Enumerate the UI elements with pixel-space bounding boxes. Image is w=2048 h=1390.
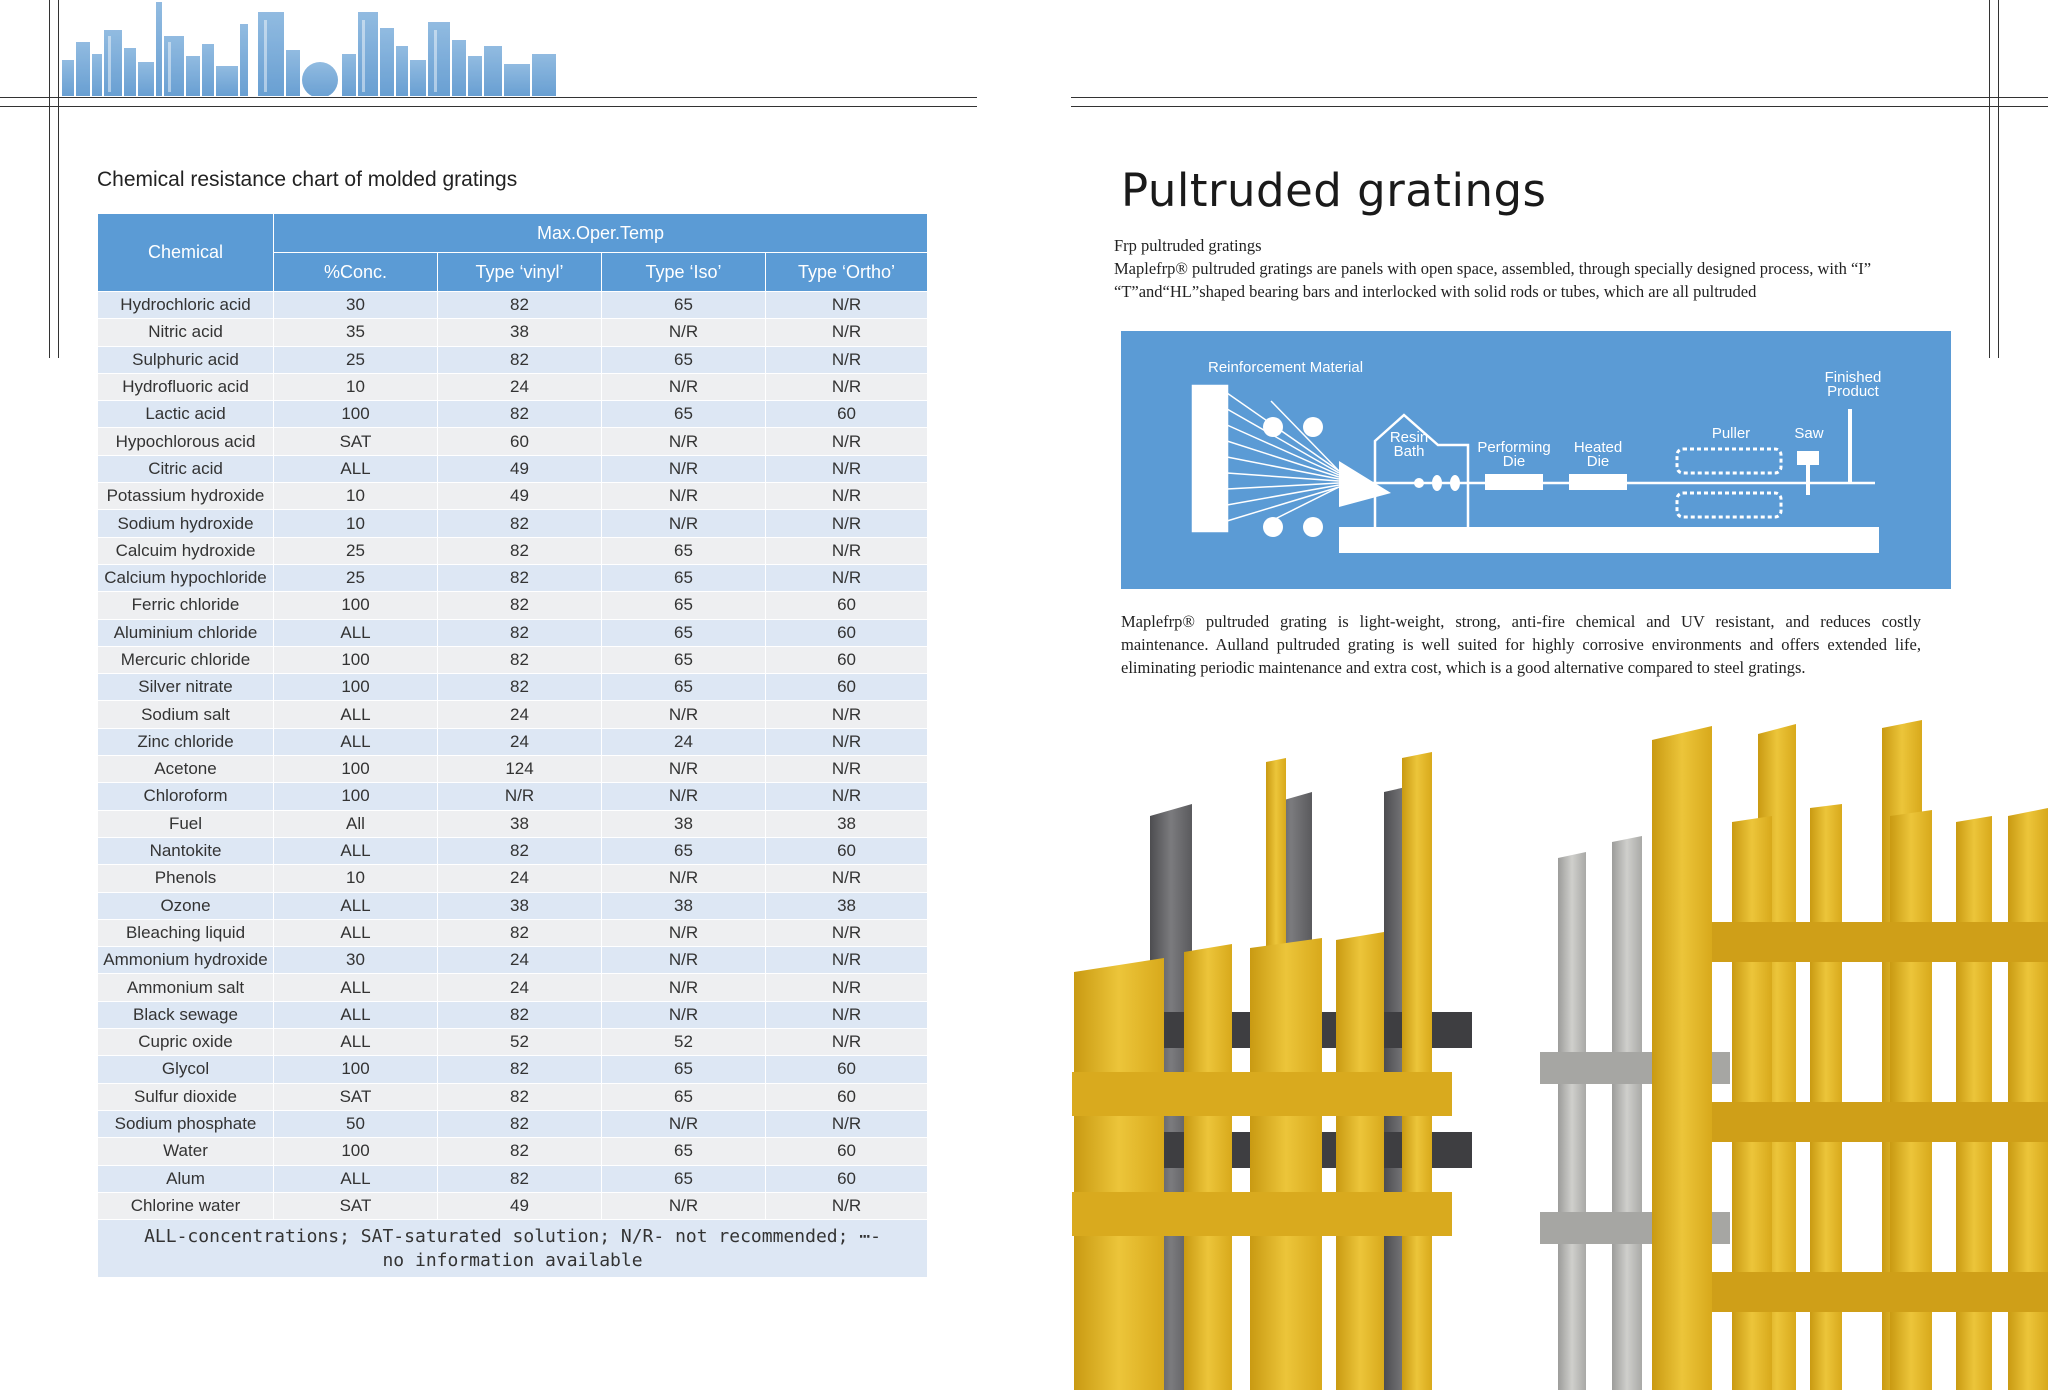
table-cell: N/R bbox=[602, 455, 766, 482]
table-cell: N/R bbox=[766, 537, 928, 564]
table-cell: N/R bbox=[602, 756, 766, 783]
table-cell: N/R bbox=[766, 373, 928, 400]
table-cell: N/R bbox=[766, 346, 928, 373]
table-row bbox=[98, 1110, 928, 1137]
table-cell: 82 bbox=[438, 646, 602, 673]
table-cell: N/R bbox=[602, 319, 766, 346]
chemical-name-cell: Mercuric chloride bbox=[98, 646, 274, 673]
frame-line bbox=[49, 0, 50, 358]
chemical-name-cell: Nitric acid bbox=[98, 319, 274, 346]
table-cell: 60 bbox=[766, 1056, 928, 1083]
table-cell: 65 bbox=[602, 346, 766, 373]
chemical-name-cell: Calcuim hydroxide bbox=[98, 537, 274, 564]
table-row bbox=[98, 564, 928, 591]
table-cell: 82 bbox=[438, 1056, 602, 1083]
table-row bbox=[98, 1083, 928, 1110]
column-header: Type ‘Iso’ bbox=[602, 253, 766, 292]
table-cell: 10 bbox=[274, 865, 438, 892]
table-row bbox=[98, 537, 928, 564]
table-row bbox=[98, 346, 928, 373]
frame-line bbox=[1071, 97, 2048, 98]
table-cell: 24 bbox=[438, 865, 602, 892]
table-cell: N/R bbox=[766, 510, 928, 537]
table-row bbox=[98, 783, 928, 810]
table-row bbox=[98, 319, 928, 346]
table-cell: 24 bbox=[438, 947, 602, 974]
table-cell: N/R bbox=[602, 373, 766, 400]
table-cell: 50 bbox=[274, 1110, 438, 1137]
table-cell: N/R bbox=[602, 1192, 766, 1219]
chemical-name-cell: Lactic acid bbox=[98, 401, 274, 428]
table-row bbox=[98, 1192, 928, 1219]
table-cell: SAT bbox=[274, 1192, 438, 1219]
table-row bbox=[98, 1029, 928, 1056]
chemical-name-cell: Ferric chloride bbox=[98, 592, 274, 619]
chemical-name-cell: Phenols bbox=[98, 865, 274, 892]
table-cell: 65 bbox=[602, 592, 766, 619]
table-row bbox=[98, 947, 928, 974]
table-cell: N/R bbox=[602, 510, 766, 537]
page-heading: Pultruded gratings bbox=[1121, 164, 1547, 217]
frame-line bbox=[1998, 0, 1999, 358]
table-cell: ALL bbox=[274, 728, 438, 755]
table-cell: N/R bbox=[766, 783, 928, 810]
table-cell: 65 bbox=[602, 401, 766, 428]
table-cell: 65 bbox=[602, 1165, 766, 1192]
chemical-name-cell: Cupric oxide bbox=[98, 1029, 274, 1056]
chemical-name-cell: Sodium hydroxide bbox=[98, 510, 274, 537]
table-cell: 38 bbox=[766, 892, 928, 919]
table-cell: 30 bbox=[274, 947, 438, 974]
table-cell: 100 bbox=[274, 674, 438, 701]
chemical-name-cell: Glycol bbox=[98, 1056, 274, 1083]
table-cell: 65 bbox=[602, 1056, 766, 1083]
table-cell: 60 bbox=[766, 619, 928, 646]
table-cell: All bbox=[274, 810, 438, 837]
chemical-name-cell: Alum bbox=[98, 1165, 274, 1192]
table-cell: 100 bbox=[274, 1056, 438, 1083]
table-cell: 49 bbox=[438, 455, 602, 482]
pultrusion-process-diagram bbox=[1121, 331, 1951, 589]
chemical-name-cell: Chloroform bbox=[98, 783, 274, 810]
column-group-header: Max.Oper.Temp bbox=[274, 214, 928, 253]
table-cell: N/R bbox=[602, 783, 766, 810]
table-cell: 82 bbox=[438, 1138, 602, 1165]
table-cell: N/R bbox=[766, 483, 928, 510]
table-cell: 65 bbox=[602, 564, 766, 591]
table-cell: ALL bbox=[274, 837, 438, 864]
table-cell: N/R bbox=[602, 947, 766, 974]
table-cell: 65 bbox=[602, 537, 766, 564]
table-cell: 82 bbox=[438, 564, 602, 591]
table-cell: 25 bbox=[274, 564, 438, 591]
chemical-name-cell: Citric acid bbox=[98, 455, 274, 482]
table-cell: N/R bbox=[766, 455, 928, 482]
chemical-name-cell: Acetone bbox=[98, 756, 274, 783]
frame-line bbox=[0, 97, 977, 98]
table-row bbox=[98, 837, 928, 864]
table-cell: 60 bbox=[766, 837, 928, 864]
chemical-resistance-table bbox=[97, 213, 928, 1278]
table-cell: N/R bbox=[602, 1110, 766, 1137]
table-row bbox=[98, 1001, 928, 1028]
intro-text-line: Maplefrp® pultruded gratings are panels with open space, assembled, through specially designed process, with “I” bbox=[1114, 259, 1872, 278]
chemical-name-cell: Zinc chloride bbox=[98, 728, 274, 755]
table-row bbox=[98, 1165, 928, 1192]
table-cell: 65 bbox=[602, 1138, 766, 1165]
diagram-label-performing-die: Performing Die bbox=[1477, 439, 1551, 470]
table-cell: 82 bbox=[438, 837, 602, 864]
table-row bbox=[98, 401, 928, 428]
table-row bbox=[98, 1138, 928, 1165]
table-cell: N/R bbox=[602, 974, 766, 1001]
table-cell: SAT bbox=[274, 1083, 438, 1110]
table-row bbox=[98, 919, 928, 946]
table-cell: 100 bbox=[274, 592, 438, 619]
table-row bbox=[98, 892, 928, 919]
table-cell: 60 bbox=[766, 674, 928, 701]
table-row bbox=[98, 592, 928, 619]
table-row bbox=[98, 674, 928, 701]
chemical-name-cell: Fuel bbox=[98, 810, 274, 837]
table-cell: N/R bbox=[602, 865, 766, 892]
table-cell: 65 bbox=[602, 674, 766, 701]
frame-line bbox=[1071, 106, 2048, 107]
table-row bbox=[98, 1056, 928, 1083]
chemical-name-cell: Hypochlorous acid bbox=[98, 428, 274, 455]
chemical-name-cell: Potassium hydroxide bbox=[98, 483, 274, 510]
table-cell: 82 bbox=[438, 1165, 602, 1192]
diagram-label-resin-bath: Resin Bath bbox=[1389, 429, 1429, 460]
column-header: %Conc. bbox=[274, 253, 438, 292]
table-row bbox=[98, 373, 928, 400]
table-cell: 38 bbox=[602, 810, 766, 837]
table-row bbox=[98, 455, 928, 482]
table-cell: 65 bbox=[602, 1083, 766, 1110]
table-cell: 124 bbox=[438, 756, 602, 783]
city-skyline-illustration bbox=[58, 0, 560, 96]
chemical-name-cell: Ammonium salt bbox=[98, 974, 274, 1001]
chemical-name-cell: Silver nitrate bbox=[98, 674, 274, 701]
table-body bbox=[98, 292, 928, 1220]
table-cell: N/R bbox=[766, 1001, 928, 1028]
table-cell: 82 bbox=[438, 919, 602, 946]
table-row bbox=[98, 619, 928, 646]
table-cell: 82 bbox=[438, 674, 602, 701]
table-cell: ALL bbox=[274, 974, 438, 1001]
table-cell: 100 bbox=[274, 756, 438, 783]
table-cell: 10 bbox=[274, 483, 438, 510]
chemical-name-cell: Ammonium hydroxide bbox=[98, 947, 274, 974]
chemical-name-cell: Sodium phosphate bbox=[98, 1110, 274, 1137]
table-cell: ALL bbox=[274, 1001, 438, 1028]
table-row bbox=[98, 428, 928, 455]
table-cell: 38 bbox=[438, 892, 602, 919]
table-cell: 82 bbox=[438, 592, 602, 619]
table-cell: 38 bbox=[438, 319, 602, 346]
diagram-label-finished-product: Finished Product bbox=[1824, 369, 1882, 400]
table-cell: 60 bbox=[766, 1138, 928, 1165]
frame-line bbox=[1989, 0, 1990, 358]
table-row bbox=[98, 728, 928, 755]
table-cell: 60 bbox=[766, 646, 928, 673]
table-cell: 60 bbox=[766, 1083, 928, 1110]
table-cell: 65 bbox=[602, 837, 766, 864]
table-cell: 24 bbox=[438, 373, 602, 400]
table-cell: N/R bbox=[766, 947, 928, 974]
table-footnote: ALL-concentrations; SAT-saturated solution; N/R- not recommended; ⋯-no information available bbox=[98, 1220, 928, 1278]
chemical-name-cell: Sodium salt bbox=[98, 701, 274, 728]
table-cell: 10 bbox=[274, 510, 438, 537]
chemical-name-cell: Chlorine water bbox=[98, 1192, 274, 1219]
table-cell: 52 bbox=[602, 1029, 766, 1056]
table-cell: N/R bbox=[438, 783, 602, 810]
table-row bbox=[98, 646, 928, 673]
table-cell: 100 bbox=[274, 1138, 438, 1165]
table-cell: N/R bbox=[766, 292, 928, 319]
chemical-name-cell: Aluminium chloride bbox=[98, 619, 274, 646]
table-cell: N/R bbox=[766, 701, 928, 728]
table-cell: N/R bbox=[766, 974, 928, 1001]
intro-title: Frp pultruded gratings bbox=[1114, 236, 1262, 255]
table-cell: 25 bbox=[274, 537, 438, 564]
table-row bbox=[98, 510, 928, 537]
table-cell: 82 bbox=[438, 1001, 602, 1028]
table-row bbox=[98, 292, 928, 319]
table-cell: 49 bbox=[438, 483, 602, 510]
table-cell: SAT bbox=[274, 428, 438, 455]
table-cell: ALL bbox=[274, 701, 438, 728]
chemical-name-cell: Calcium hypochloride bbox=[98, 564, 274, 591]
table-cell: 60 bbox=[766, 592, 928, 619]
table-cell: 82 bbox=[438, 619, 602, 646]
table-row bbox=[98, 865, 928, 892]
table-cell: 30 bbox=[274, 292, 438, 319]
table-cell: N/R bbox=[766, 1192, 928, 1219]
table-cell: 35 bbox=[274, 319, 438, 346]
table-cell: N/R bbox=[602, 701, 766, 728]
diagram-label-saw: Saw bbox=[1794, 425, 1824, 442]
column-header-chemical: Chemical bbox=[98, 214, 274, 292]
table-cell: 10 bbox=[274, 373, 438, 400]
table-cell: 60 bbox=[766, 401, 928, 428]
chemical-name-cell: Sulphuric acid bbox=[98, 346, 274, 373]
chemical-name-cell: Hydrochloric acid bbox=[98, 292, 274, 319]
chemical-name-cell: Water bbox=[98, 1138, 274, 1165]
diagram-label-heated-die: Heated Die bbox=[1573, 439, 1623, 470]
intro-text-line: “T”and“HL”shaped bearing bars and interlocked with solid rods or tubes, which are all pultruded bbox=[1114, 282, 1757, 301]
table-cell: 24 bbox=[602, 728, 766, 755]
table-cell: 82 bbox=[438, 537, 602, 564]
table-cell: ALL bbox=[274, 892, 438, 919]
table-cell: 25 bbox=[274, 346, 438, 373]
table-cell: N/R bbox=[766, 564, 928, 591]
table-cell: ALL bbox=[274, 455, 438, 482]
table-row bbox=[98, 974, 928, 1001]
table-cell: ALL bbox=[274, 1165, 438, 1192]
table-cell: N/R bbox=[602, 919, 766, 946]
table-cell: 52 bbox=[438, 1029, 602, 1056]
table-cell: 38 bbox=[602, 892, 766, 919]
chemical-name-cell: Ozone bbox=[98, 892, 274, 919]
pultruded-grating-photo bbox=[1072, 712, 2048, 1390]
table-cell: 82 bbox=[438, 401, 602, 428]
table-cell: ALL bbox=[274, 619, 438, 646]
table-cell: 24 bbox=[438, 728, 602, 755]
table-row bbox=[98, 483, 928, 510]
column-header: Type ‘vinyl’ bbox=[438, 253, 602, 292]
table-cell: N/R bbox=[766, 1029, 928, 1056]
table-cell: N/R bbox=[766, 756, 928, 783]
table-cell: 65 bbox=[602, 619, 766, 646]
table-cell: 24 bbox=[438, 974, 602, 1001]
table-cell: 100 bbox=[274, 401, 438, 428]
table-cell: N/R bbox=[766, 865, 928, 892]
table-cell: 65 bbox=[602, 292, 766, 319]
table-cell: 38 bbox=[438, 810, 602, 837]
frame-line bbox=[0, 106, 977, 107]
table-cell: 82 bbox=[438, 1110, 602, 1137]
table-cell: N/R bbox=[602, 483, 766, 510]
table-cell: 65 bbox=[602, 646, 766, 673]
table-cell: ALL bbox=[274, 1029, 438, 1056]
table-cell: 49 bbox=[438, 1192, 602, 1219]
table-cell: N/R bbox=[766, 919, 928, 946]
diagram-label-puller: Puller bbox=[1711, 425, 1751, 442]
product-description: Maplefrp® pultruded grating is light-weight, strong, anti-fire chemical and UV resistant, and reduces costly maintenance. Aulland pultruded grating is well suited for highly corrosive environments and offers extended life, eliminating periodic maintenance and extra cost, which is a good alternative compared to steel gratings. bbox=[1121, 612, 1921, 677]
table-cell: 60 bbox=[438, 428, 602, 455]
column-header: Type ‘Ortho’ bbox=[766, 253, 928, 292]
table-cell: N/R bbox=[602, 428, 766, 455]
table-row bbox=[98, 810, 928, 837]
chemical-name-cell: Bleaching liquid bbox=[98, 919, 274, 946]
table-cell: N/R bbox=[766, 319, 928, 346]
intro-block bbox=[1114, 234, 1964, 303]
diagram-label-reinforcement: Reinforcement Material bbox=[1208, 359, 1364, 376]
chemical-name-cell: Nantokite bbox=[98, 837, 274, 864]
table-cell: ALL bbox=[274, 919, 438, 946]
table-row bbox=[98, 756, 928, 783]
table-cell: 100 bbox=[274, 646, 438, 673]
chemical-name-cell: Black sewage bbox=[98, 1001, 274, 1028]
table-cell: 82 bbox=[438, 346, 602, 373]
chemical-name-cell: Sulfur dioxide bbox=[98, 1083, 274, 1110]
table-cell: 100 bbox=[274, 783, 438, 810]
table-cell: 82 bbox=[438, 292, 602, 319]
table-cell: 38 bbox=[766, 810, 928, 837]
table-cell: 24 bbox=[438, 701, 602, 728]
chemical-name-cell: Hydrofluoric acid bbox=[98, 373, 274, 400]
table-cell: 82 bbox=[438, 1083, 602, 1110]
chart-title: Chemical resistance chart of molded gratings bbox=[97, 168, 518, 191]
table-cell: N/R bbox=[766, 428, 928, 455]
table-row bbox=[98, 701, 928, 728]
table-cell: N/R bbox=[766, 1110, 928, 1137]
table-cell: 82 bbox=[438, 510, 602, 537]
table-cell: N/R bbox=[602, 1001, 766, 1028]
table-cell: N/R bbox=[766, 728, 928, 755]
table-cell: 60 bbox=[766, 1165, 928, 1192]
